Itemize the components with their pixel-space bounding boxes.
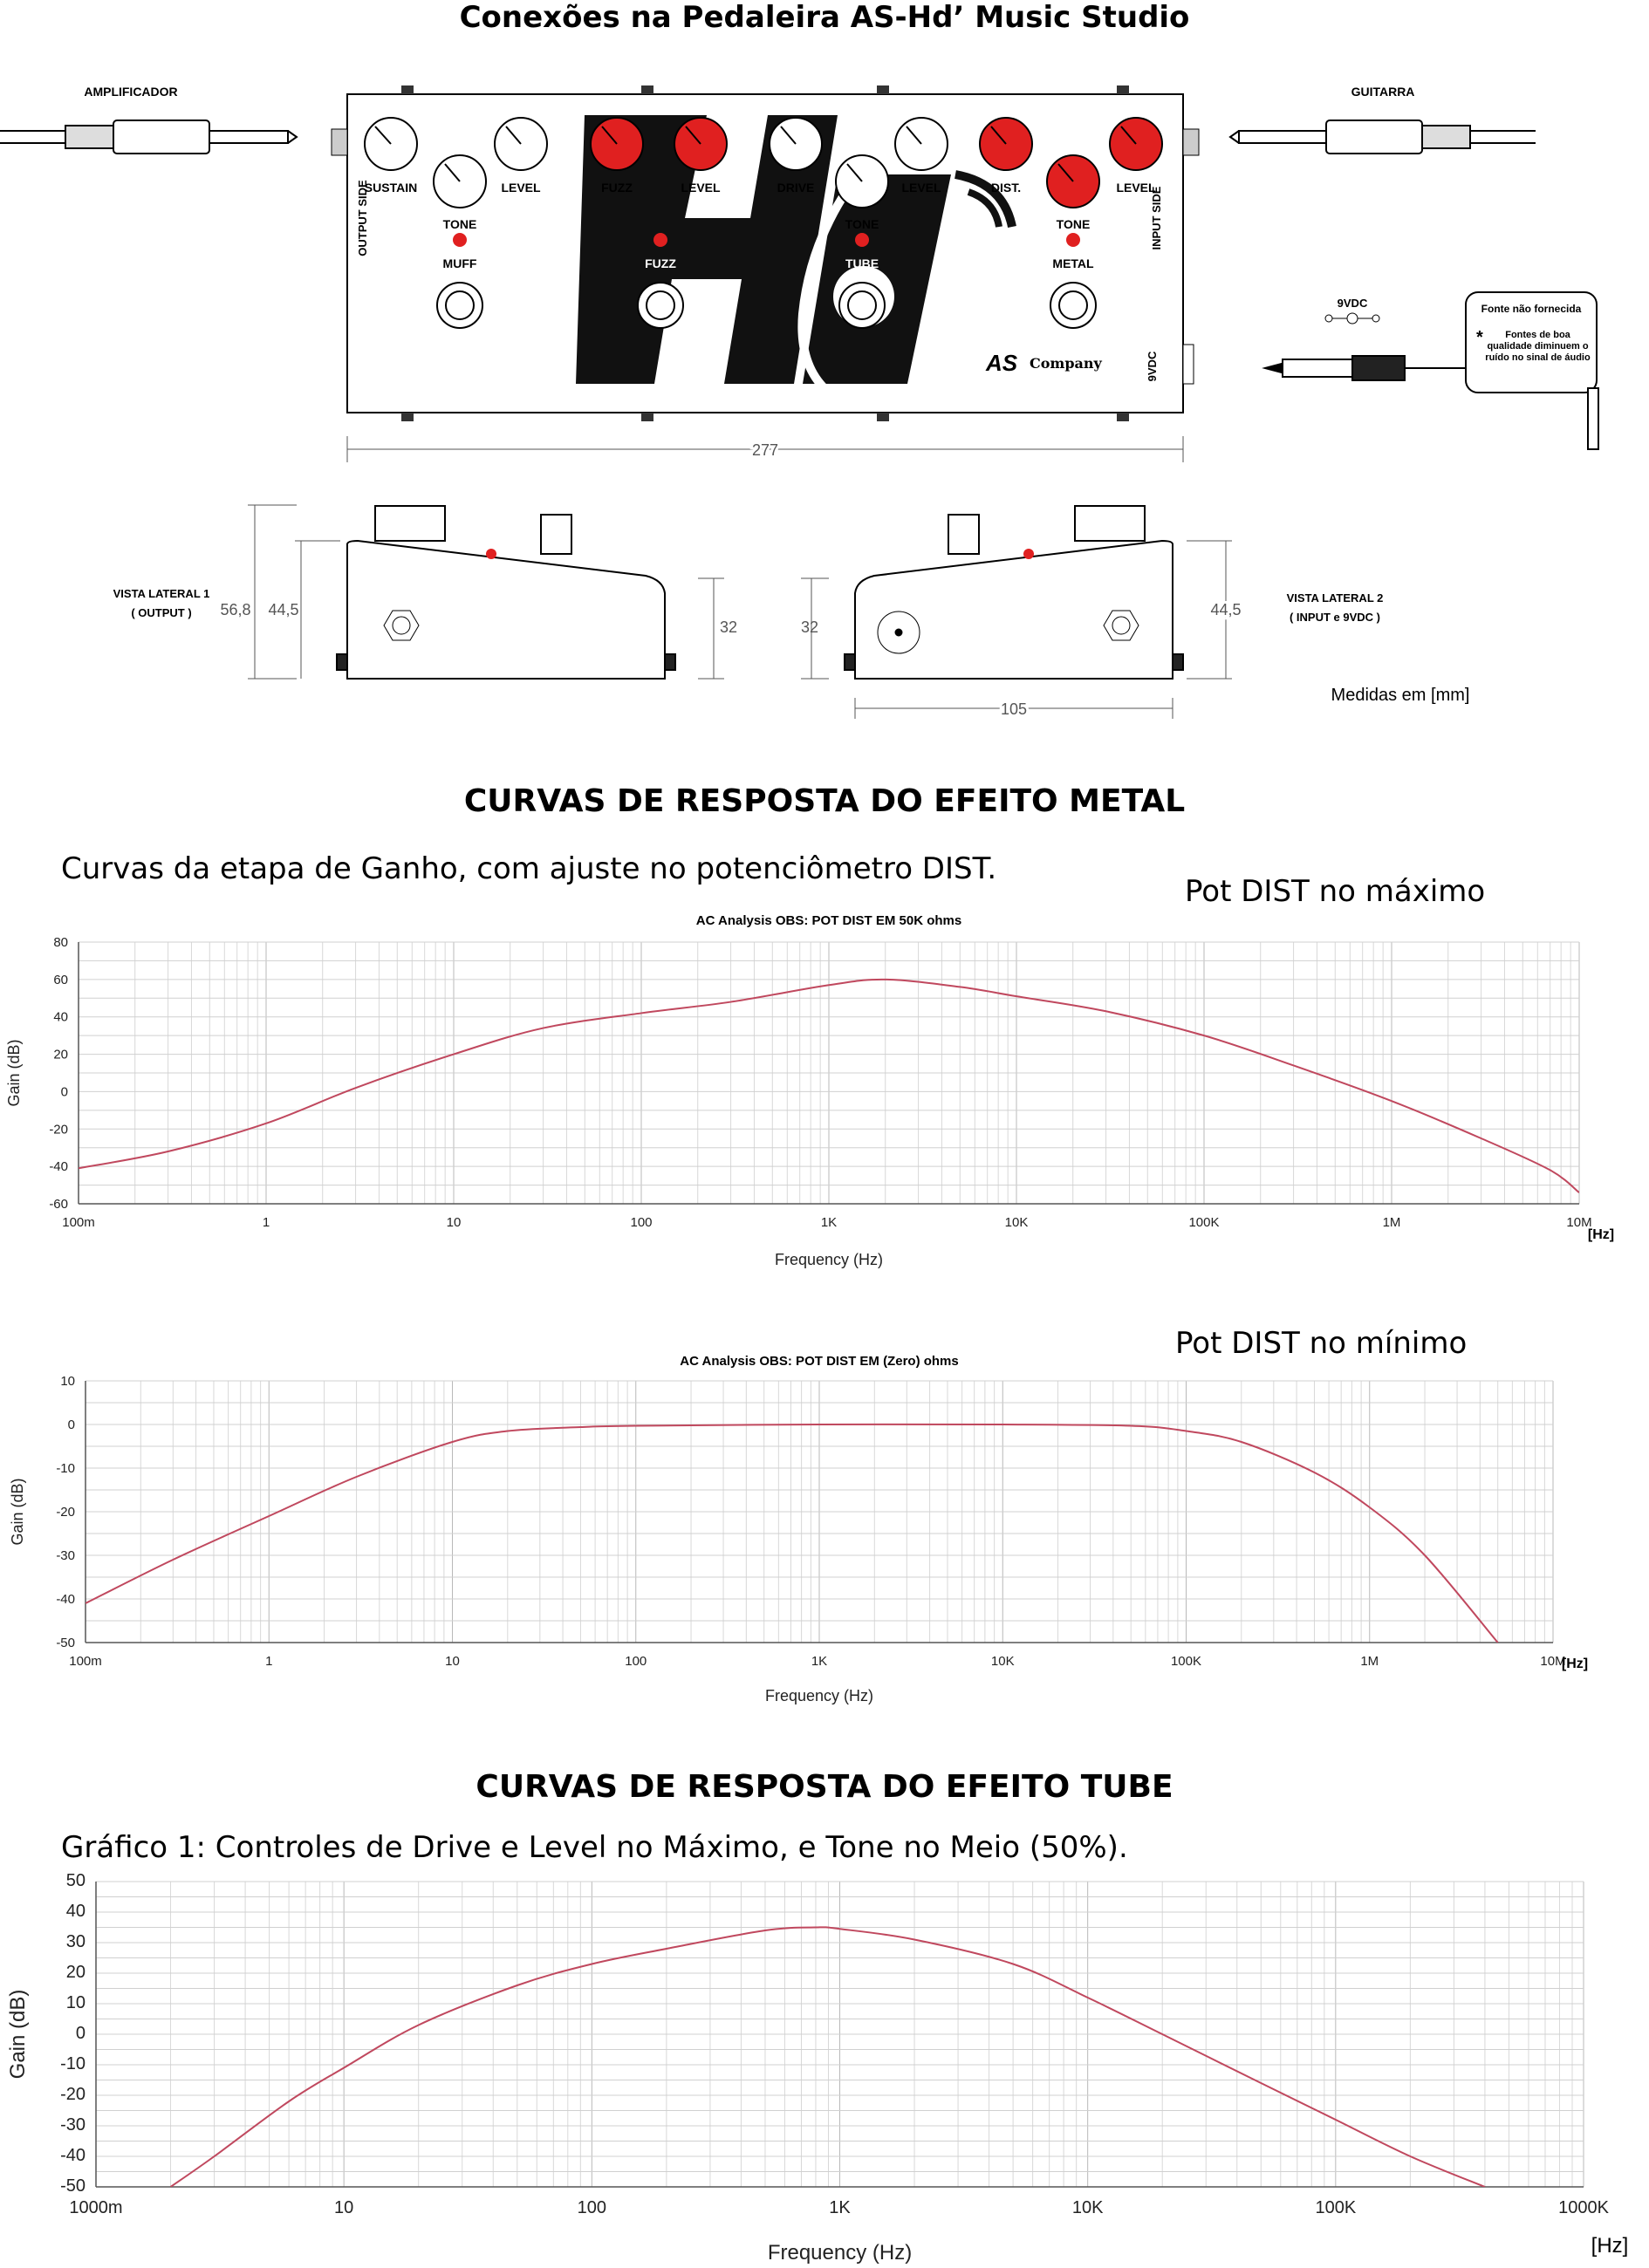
supply-note-title: Fonte não fornecida bbox=[1481, 303, 1582, 315]
units-note: Medidas em [mm] bbox=[1331, 686, 1470, 705]
pedalboard-diagram bbox=[0, 52, 1649, 733]
tone-label: TONE bbox=[442, 217, 477, 231]
dim-445b: 44,5 bbox=[1210, 601, 1242, 618]
output-side-label: OUTPUT SIDE bbox=[356, 180, 369, 256]
x-tick-label: 100 bbox=[625, 1654, 647, 1669]
x-tick-label: 10 bbox=[334, 2198, 354, 2217]
led-icon bbox=[855, 233, 869, 247]
polarity-label: 9VDC bbox=[1337, 297, 1368, 310]
knob-sustain-icon bbox=[365, 118, 417, 170]
y-tick-label: -60 bbox=[49, 1197, 68, 1212]
x-tick-label: 1M bbox=[1360, 1654, 1379, 1669]
polarity-icon bbox=[1325, 313, 1379, 324]
footswitch-icon bbox=[437, 283, 482, 328]
section-metal-title: CURVAS DE RESPOSTA DO EFEITO METAL bbox=[463, 783, 1186, 819]
y-tick-label: 40 bbox=[53, 1009, 68, 1025]
side2-label: VISTA LATERAL 2 bbox=[1286, 591, 1384, 605]
knob-label: LEVEL bbox=[901, 181, 941, 195]
x-tick-label: 10 bbox=[445, 1654, 460, 1669]
x-tick-label: 10K bbox=[1004, 1215, 1029, 1230]
y-tick-label: -20 bbox=[56, 1505, 75, 1520]
y-tick-label: 50 bbox=[65, 1871, 86, 1890]
page-title: Conexões na Pedaleira AS-Hd’ Music Studio bbox=[459, 0, 1190, 35]
knob-label: LEVEL bbox=[1116, 181, 1156, 195]
x-unit-tag: [Hz] bbox=[1561, 1657, 1589, 1671]
y-tick-label: -20 bbox=[60, 2085, 86, 2104]
x-tick-label: 10K bbox=[990, 1654, 1015, 1669]
knob-label: LEVEL bbox=[501, 181, 541, 195]
power-plug-icon bbox=[1265, 356, 1475, 380]
y-tick-label: 10 bbox=[60, 1374, 75, 1389]
effect-label: MUFF bbox=[442, 256, 477, 270]
knob-level-2-icon bbox=[674, 118, 727, 170]
y-tick-label: 40 bbox=[65, 1902, 86, 1921]
y-tick-label: -40 bbox=[60, 2146, 86, 2165]
x-tick-label: 10K bbox=[1071, 2198, 1104, 2217]
x-tick-label: 1 bbox=[262, 1215, 270, 1230]
y-axis-label: Gain (dB) bbox=[9, 1478, 26, 1546]
y-tick-label: -30 bbox=[60, 2115, 86, 2135]
y-tick-label: 30 bbox=[65, 1932, 86, 1951]
knob-label: SUSTAIN bbox=[364, 181, 418, 195]
power-jack-label: 9VDC bbox=[1146, 351, 1159, 382]
knob-tone-tube-icon bbox=[836, 155, 888, 208]
led-icon bbox=[453, 233, 467, 247]
y-tick-label: 10 bbox=[65, 1993, 86, 2012]
label-pot-max: Pot DIST no máximo bbox=[1185, 874, 1486, 909]
knob-label: FUZZ bbox=[601, 181, 633, 195]
x-tick-label: 1K bbox=[811, 1654, 828, 1669]
dim-32b: 32 bbox=[800, 618, 819, 636]
x-tick-label: 1000m bbox=[69, 2198, 123, 2217]
dim-32a: 32 bbox=[719, 618, 738, 636]
dim-568: 56,8 bbox=[220, 601, 251, 618]
x-tick-label: 100m bbox=[69, 1654, 102, 1669]
y-tick-label: 20 bbox=[65, 1963, 86, 1982]
knob-level-1-icon bbox=[495, 118, 547, 170]
company-label: Company bbox=[1030, 355, 1102, 372]
x-tick-label: 1K bbox=[829, 2198, 851, 2217]
output-cable-icon bbox=[0, 120, 297, 154]
footswitch-icon bbox=[839, 283, 885, 328]
knob-level-3-icon bbox=[895, 118, 948, 170]
y-tick-label: -10 bbox=[56, 1461, 75, 1476]
effect-label: TUBE bbox=[845, 256, 879, 270]
section-tube-subtitle: Gráfico 1: Controles de Drive e Level no Máximo, e Tone no Meio (50%). bbox=[61, 1830, 1128, 1865]
section-tube-title: CURVAS DE RESPOSTA DO EFEITO TUBE bbox=[476, 1769, 1173, 1805]
amp-label: AMPLIFICADOR bbox=[84, 85, 178, 99]
x-unit-tag: [Hz] bbox=[1587, 1227, 1615, 1242]
y-tick-label: -20 bbox=[49, 1122, 68, 1137]
knob-dist-icon bbox=[980, 118, 1032, 170]
knob-tone-muff-icon bbox=[434, 155, 486, 208]
y-tick-label: 60 bbox=[53, 972, 68, 987]
chart-title: AC Analysis OBS: POT DIST EM 50K ohms bbox=[695, 913, 962, 928]
chart-title: AC Analysis OBS: POT DIST EM (Zero) ohms bbox=[680, 1354, 959, 1369]
supply-note-star: * bbox=[1476, 328, 1483, 347]
effect-label: METAL bbox=[1052, 256, 1094, 270]
label-pot-min: Pot DIST no mínimo bbox=[1175, 1326, 1468, 1361]
input-cable-icon bbox=[1230, 120, 1536, 154]
x-tick-label: 1K bbox=[820, 1215, 838, 1230]
y-tick-label: 0 bbox=[67, 1418, 75, 1432]
x-axis-label: Frequency (Hz) bbox=[774, 1251, 884, 1268]
knob-label: DIST. bbox=[990, 181, 1022, 195]
supply-note-body: Fontes de boa qualidade diminuem o ruído no sinal de áudio bbox=[1485, 330, 1591, 363]
y-tick-label: -10 bbox=[60, 2054, 86, 2073]
knob-level-4-icon bbox=[1110, 118, 1162, 170]
guitar-label: GUITARRA bbox=[1351, 85, 1415, 99]
x-tick-label: 1M bbox=[1382, 1215, 1401, 1230]
width-dim: 277 bbox=[751, 441, 779, 459]
y-tick-label: -50 bbox=[60, 2176, 86, 2196]
footswitch-icon bbox=[638, 283, 683, 328]
knob-label: DRIVE bbox=[777, 181, 815, 195]
side-view-1 bbox=[337, 506, 675, 679]
tone-label: TONE bbox=[845, 217, 879, 231]
x-tick-label: 100 bbox=[577, 2198, 607, 2217]
y-tick-label: 0 bbox=[60, 1084, 68, 1100]
x-tick-label: 10M bbox=[1566, 1215, 1592, 1230]
x-axis-label: Frequency (Hz) bbox=[764, 1687, 874, 1704]
x-unit-tag: [Hz] bbox=[1591, 2234, 1629, 2258]
knob-fuzz-icon bbox=[591, 118, 643, 170]
chart-metal-min bbox=[0, 1348, 1649, 1714]
dim-105: 105 bbox=[1000, 700, 1028, 718]
dc-jack-icon bbox=[878, 611, 920, 653]
side1-sub: ( OUTPUT ) bbox=[131, 606, 192, 619]
y-tick-label: -30 bbox=[56, 1548, 75, 1563]
tone-label: TONE bbox=[1056, 217, 1091, 231]
chart-tube bbox=[0, 1871, 1649, 2268]
y-tick-label: 80 bbox=[53, 935, 68, 950]
x-tick-label: 100K bbox=[1315, 2198, 1357, 2217]
section-metal-subtitle: Curvas da etapa de Ganho, com ajuste no potenciômetro DIST. bbox=[61, 851, 997, 886]
x-tick-label: 1000K bbox=[1558, 2198, 1609, 2217]
x-tick-label: 100m bbox=[62, 1215, 95, 1230]
y-tick-label: 20 bbox=[53, 1047, 68, 1062]
x-tick-label: 100K bbox=[1188, 1215, 1220, 1230]
as-logo-icon: AS bbox=[986, 350, 1018, 376]
y-axis-label: Gain (dB) bbox=[5, 1039, 23, 1107]
x-tick-label: 1 bbox=[265, 1654, 273, 1669]
dim-445a: 44,5 bbox=[268, 601, 299, 618]
led-icon bbox=[1066, 233, 1080, 247]
y-tick-label: -40 bbox=[56, 1592, 75, 1607]
knob-drive-icon bbox=[770, 118, 822, 170]
y-tick-label: -40 bbox=[49, 1159, 68, 1175]
input-side-label: INPUT SIDE bbox=[1150, 186, 1163, 250]
x-axis-label: Frequency (Hz) bbox=[767, 2241, 913, 2265]
y-axis-label: Gain (dB) bbox=[6, 1989, 30, 2080]
x-tick-label: 10M bbox=[1540, 1654, 1566, 1669]
x-tick-label: 10 bbox=[446, 1215, 462, 1230]
side2-sub: ( INPUT e 9VDC ) bbox=[1289, 611, 1381, 624]
effect-label: FUZZ bbox=[645, 256, 676, 270]
y-tick-label: 0 bbox=[75, 2024, 86, 2043]
y-tick-label: -50 bbox=[56, 1636, 75, 1650]
footswitch-icon bbox=[1050, 283, 1096, 328]
x-tick-label: 100 bbox=[630, 1215, 653, 1230]
knob-tone-metal-icon bbox=[1047, 155, 1099, 208]
led-icon bbox=[653, 233, 667, 247]
knob-label: LEVEL bbox=[681, 181, 721, 195]
series-line bbox=[171, 1927, 1485, 2187]
chart-metal-max bbox=[0, 907, 1649, 1282]
x-tick-label: 100K bbox=[1170, 1654, 1202, 1669]
side1-label: VISTA LATERAL 1 bbox=[113, 587, 210, 600]
